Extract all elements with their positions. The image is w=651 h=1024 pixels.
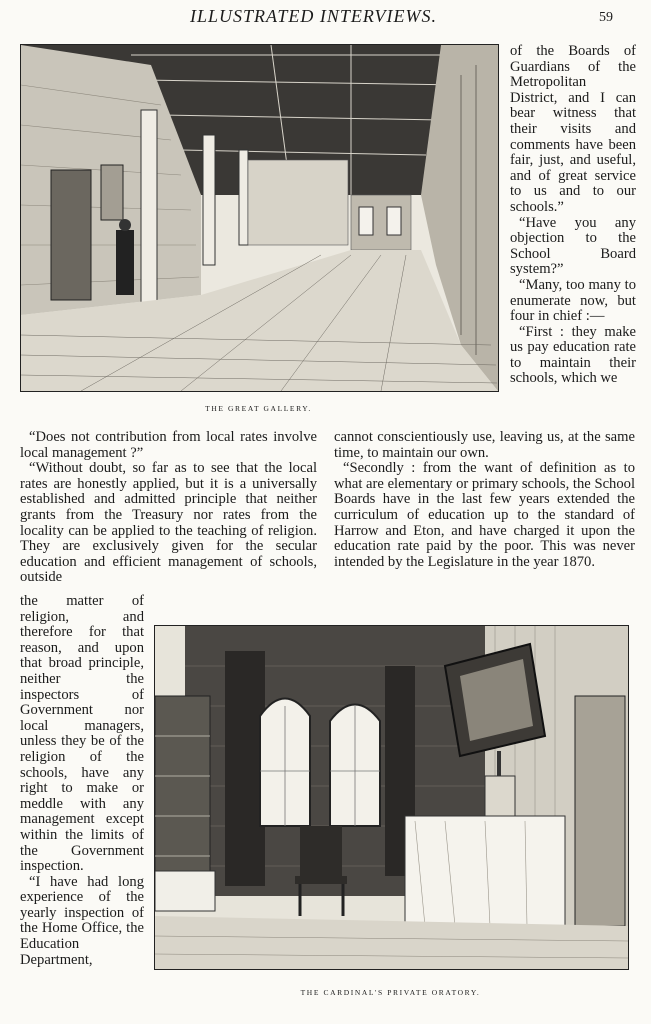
paragraph: “Without doubt, so far as to see that the local rates are honestly applied, but it is a universally established and admitted principle that neither grants from the Treasury nor rates from the locality can be applied to the teaching of religion. They are exclusively given for the secular education and efficient management of schools, outside [20, 460, 317, 586]
text-column-left-bottom [20, 594, 144, 968]
paragraph: “Does not contribution from local rates involve local management ?” [20, 429, 317, 461]
figure-caption: THE GREAT GALLERY. [205, 404, 312, 413]
text-column-right-middle [334, 430, 635, 570]
paragraph: “I have had long experience of the yearly inspection of the Home Office, the Education Department, [20, 873, 144, 968]
page-header [0, 6, 651, 30]
great-gallery-illustration [20, 44, 499, 392]
text-column-right-top [510, 44, 636, 387]
paragraph: “Have you any objection to the School Board system?” [510, 214, 636, 278]
running-title: ILLUSTRATED INTERVIEWS. [190, 6, 438, 26]
paragraph: “Secondly : from the want of definition as to what are elementary or primary schools, the School Boards have in the last few years extended the curriculum of education up to the standard of Harrow and Eton, and have charged it upon the education rate paid by the poor. This was never intended by the Legislature in the year 1870. [334, 460, 635, 570]
paragraph: the matter of religion, and therefore for that reason, and upon that broad principle, neither the inspectors of Government nor local managers, unless they be of the religion of the schools, have any right to make or meddle with any management except within the limits of the Government inspection. [20, 593, 144, 875]
page-number: 59 [599, 10, 613, 25]
text-column-left-middle [20, 430, 317, 586]
paragraph: cannot conscientiously use, leaving us, at the same time, to maintain our own. [334, 429, 635, 461]
paragraph: of the Boards of Guardians of the Metropolitan District, and I can bear witness that their visits and comments have been fair, just, and useful, and of great service to us and to our schools.” [510, 43, 636, 215]
paragraph: “Many, too many to enumerate now, but four in chief :— [510, 276, 636, 325]
figure-caption: THE CARDINAL'S PRIVATE ORATORY. [300, 988, 481, 997]
paragraph: “First : they make us pay education rate to maintain their schools, which we [510, 323, 636, 387]
private-oratory-illustration [154, 625, 629, 970]
